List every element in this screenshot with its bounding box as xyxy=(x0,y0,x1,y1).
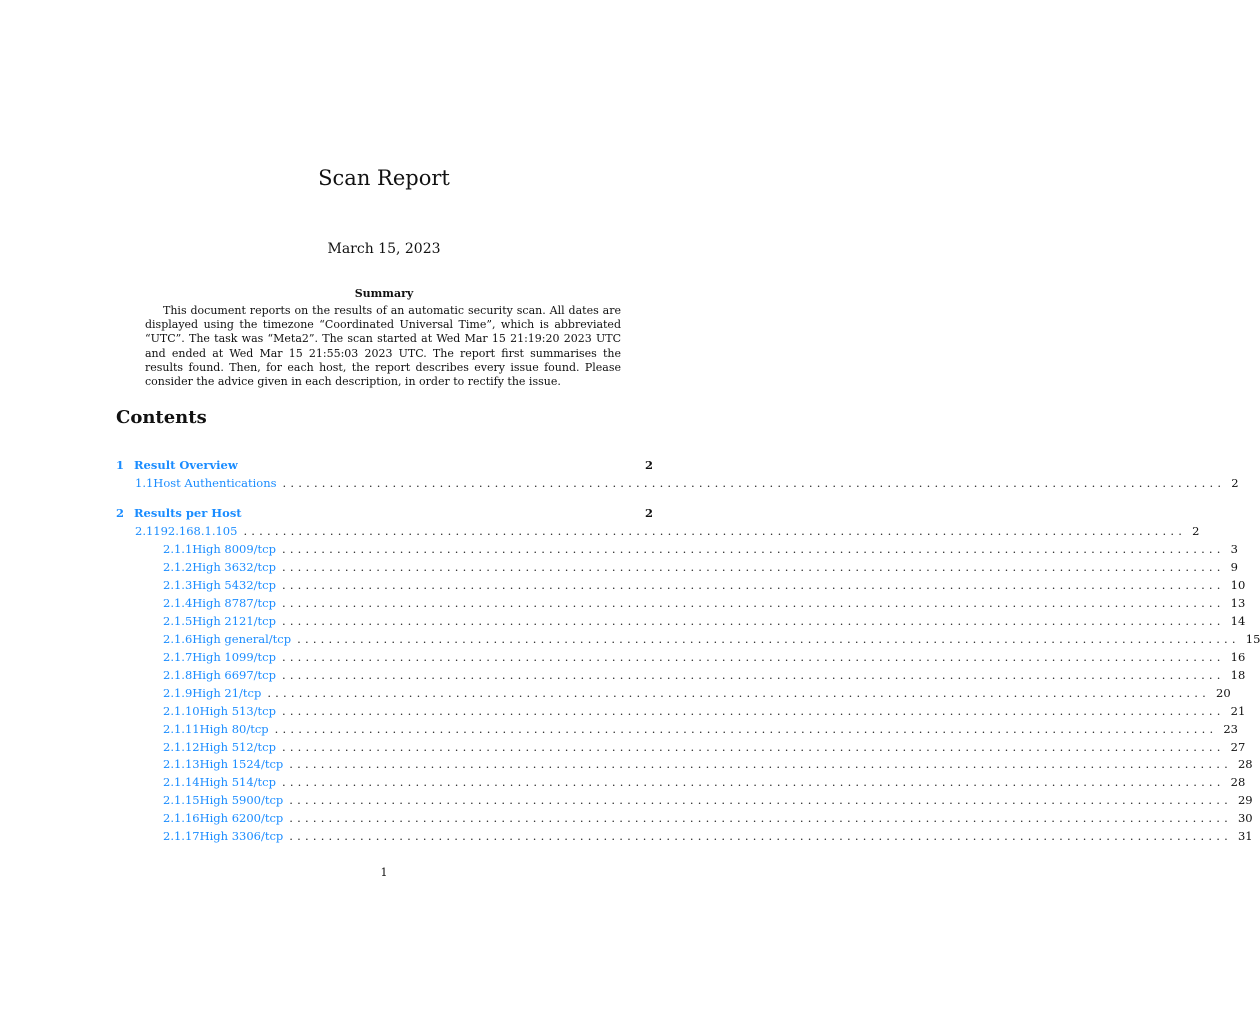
contents-heading: Contents xyxy=(116,407,207,428)
toc-entry[interactable] xyxy=(163,595,1246,611)
toc-entry-label[interactable]: High 8009/tcp xyxy=(192,542,276,556)
toc-entry-page: 9 xyxy=(1230,560,1238,574)
summary-text xyxy=(145,304,621,389)
toc-entry[interactable] xyxy=(163,810,1253,826)
toc-entry[interactable] xyxy=(163,577,1246,593)
toc-entry[interactable] xyxy=(163,774,1246,790)
toc-entry[interactable] xyxy=(135,475,1239,491)
toc-entry-number[interactable]: 2.1.3 xyxy=(163,578,193,592)
toc-entry[interactable] xyxy=(163,792,1253,808)
toc-entry[interactable] xyxy=(135,523,1200,539)
toc-entry-page: 21 xyxy=(1230,704,1246,718)
toc-entry-number[interactable]: 2.1.11 xyxy=(163,722,200,736)
toc-leader-dots: ........................................................................................................................ xyxy=(281,614,1225,628)
toc-leader-dots: ........................................................................................................................ xyxy=(281,775,1225,789)
toc-entry-number[interactable]: 1 xyxy=(116,458,125,472)
toc-leader-dots: ........................................................................................................................ xyxy=(281,704,1225,718)
toc-entry-page: 2 xyxy=(644,458,653,472)
toc-entry-page: 2 xyxy=(1192,524,1200,538)
toc-entry-label[interactable]: High 3306/tcp xyxy=(199,829,284,843)
toc-entry-number[interactable]: 2.1.13 xyxy=(163,757,200,771)
toc-entry-number[interactable]: 2.1.16 xyxy=(163,811,200,825)
toc-entry-page: 13 xyxy=(1230,596,1246,610)
toc-entry[interactable] xyxy=(163,721,1238,737)
toc-entry-label[interactable]: High 1524/tcp xyxy=(199,757,284,771)
toc-entry-label[interactable]: High general/tcp xyxy=(192,632,292,646)
toc-entry-page: 16 xyxy=(1230,650,1246,664)
toc-entry-label[interactable]: High 5432/tcp xyxy=(192,578,276,592)
toc-entry-page: 2 xyxy=(644,506,653,520)
toc-leader-dots: ........................................................................................................................ xyxy=(267,686,1210,700)
toc-entry-label[interactable]: Result Overview xyxy=(134,458,238,472)
toc-entry-page: 10 xyxy=(1230,578,1246,592)
toc-entry-number[interactable]: 2.1.4 xyxy=(163,596,193,610)
toc-entry-label[interactable]: High 512/tcp xyxy=(199,740,276,754)
toc-entry-label[interactable]: 192.168.1.105 xyxy=(153,524,238,538)
toc-entry-label[interactable]: High 2121/tcp xyxy=(192,614,276,628)
toc-entry[interactable] xyxy=(163,828,1253,844)
toc-entry-number[interactable]: 2.1.8 xyxy=(163,668,193,682)
toc-entry[interactable] xyxy=(116,457,653,473)
toc-entry-label[interactable]: High 514/tcp xyxy=(199,775,276,789)
toc-entry-page: 20 xyxy=(1216,686,1231,700)
toc-leader-dots: ........................................................................................................................ xyxy=(243,524,1187,538)
document-title: Scan Report xyxy=(318,166,450,190)
summary-heading: Summary xyxy=(354,287,414,300)
toc-entry-number[interactable]: 1.1 xyxy=(135,476,154,490)
document-date: March 15, 2023 xyxy=(327,241,441,257)
toc-leader-dots: ........................................................................................................................ xyxy=(297,632,1240,646)
toc-entry-page: 28 xyxy=(1230,775,1246,789)
toc-entry-number[interactable]: 2.1.15 xyxy=(163,793,200,807)
toc-entry-number[interactable]: 2.1.7 xyxy=(163,650,193,664)
toc-leader-dots: ........................................................................................................................ xyxy=(281,542,1225,556)
toc-leader-dots: ........................................................................................................................ xyxy=(289,829,1232,843)
toc-entry-page: 30 xyxy=(1237,811,1253,825)
toc-entry[interactable] xyxy=(163,613,1246,629)
toc-entry-page: 23 xyxy=(1223,722,1238,736)
toc-entry-number[interactable]: 2.1 xyxy=(135,524,154,538)
toc-leader-dots: ........................................................................................................................ xyxy=(289,793,1232,807)
toc-entry[interactable] xyxy=(163,739,1246,755)
toc-entry-label[interactable]: High 80/tcp xyxy=(199,722,269,736)
toc-leader-dots: ........................................................................................................................ xyxy=(282,476,1226,490)
toc-entry-page: 3 xyxy=(1230,542,1238,556)
toc-entry[interactable] xyxy=(163,559,1238,575)
toc-leader-dots: ........................................................................................................................ xyxy=(289,757,1232,771)
toc-entry-page: 29 xyxy=(1237,793,1253,807)
toc-entry[interactable] xyxy=(163,649,1246,665)
toc-entry-page: 15 xyxy=(1245,632,1260,646)
toc-entry-number[interactable]: 2.1.1 xyxy=(163,542,193,556)
summary-body: This document reports on the results of an automatic security scan. All dates are displayed using the timezone “Coordinated Universal Time”, which is abbreviated “UTC”. The task was “Meta2”. The scan started at Wed Mar 15 21:19:20 2023 UTC and ended at Wed Mar 15 21:55:03 2023 UTC. The report first summarises the results found. Then, for each host, the report describes every issue found. Please consider the advice given in each description, in order to rectify the issue. xyxy=(145,304,621,389)
toc-entry-number[interactable]: 2.1.12 xyxy=(163,740,200,754)
toc-entry[interactable] xyxy=(163,685,1231,701)
toc-entry-page: 28 xyxy=(1237,757,1253,771)
toc-leader-dots: ........................................................................................................................ xyxy=(281,650,1225,664)
toc-entry-number[interactable]: 2.1.10 xyxy=(163,704,200,718)
toc-entry-page: 18 xyxy=(1230,668,1246,682)
toc-leader-dots: ........................................................................................................................ xyxy=(289,811,1232,825)
toc-entry-number[interactable]: 2.1.14 xyxy=(163,775,200,789)
toc-entry-label[interactable]: High 513/tcp xyxy=(199,704,276,718)
toc-entry-label[interactable]: High 3632/tcp xyxy=(192,560,276,574)
toc-entry-page: 14 xyxy=(1230,614,1246,628)
toc-entry-label[interactable]: High 6200/tcp xyxy=(199,811,284,825)
toc-leader-dots: ........................................................................................................................ xyxy=(281,668,1225,682)
toc-entry-label[interactable]: High 8787/tcp xyxy=(192,596,276,610)
toc-entry-page: 31 xyxy=(1237,829,1253,843)
toc-entry-label[interactable]: High 5900/tcp xyxy=(199,793,284,807)
toc-entry-label[interactable]: Host Authentications xyxy=(153,476,277,490)
toc-entry-page: 27 xyxy=(1230,740,1246,754)
toc-entry-page: 2 xyxy=(1231,476,1239,490)
toc-entry-label[interactable]: High 6697/tcp xyxy=(192,668,276,682)
toc-leader-dots: ........................................................................................................................ xyxy=(274,722,1218,736)
toc-entry-number[interactable]: 2.1.5 xyxy=(163,614,193,628)
toc-entry-number[interactable]: 2.1.17 xyxy=(163,829,200,843)
page-number: 1 xyxy=(380,866,388,879)
toc-leader-dots: ........................................................................................................................ xyxy=(281,560,1225,574)
toc-entry-number[interactable]: 2.1.6 xyxy=(163,632,193,646)
toc-entry-label[interactable]: Results per Host xyxy=(134,506,242,520)
toc-entry-number[interactable]: 2.1.2 xyxy=(163,560,193,574)
toc-entry-number[interactable]: 2.1.9 xyxy=(163,686,193,700)
toc-leader-dots: ........................................................................................................................ xyxy=(281,596,1225,610)
toc-entry-label[interactable]: High 1099/tcp xyxy=(192,650,276,664)
toc-entry[interactable] xyxy=(163,703,1246,719)
toc-entry-label[interactable]: High 21/tcp xyxy=(192,686,262,700)
toc-leader-dots: ........................................................................................................................ xyxy=(281,740,1225,754)
toc-leader-dots: ........................................................................................................................ xyxy=(281,578,1225,592)
toc-entry[interactable] xyxy=(163,667,1246,683)
toc-entry[interactable] xyxy=(163,631,1260,647)
toc-entry[interactable] xyxy=(163,541,1238,557)
toc-entry-number[interactable]: 2 xyxy=(116,506,125,520)
toc-entry[interactable] xyxy=(163,756,1253,772)
toc-entry[interactable] xyxy=(116,505,653,521)
